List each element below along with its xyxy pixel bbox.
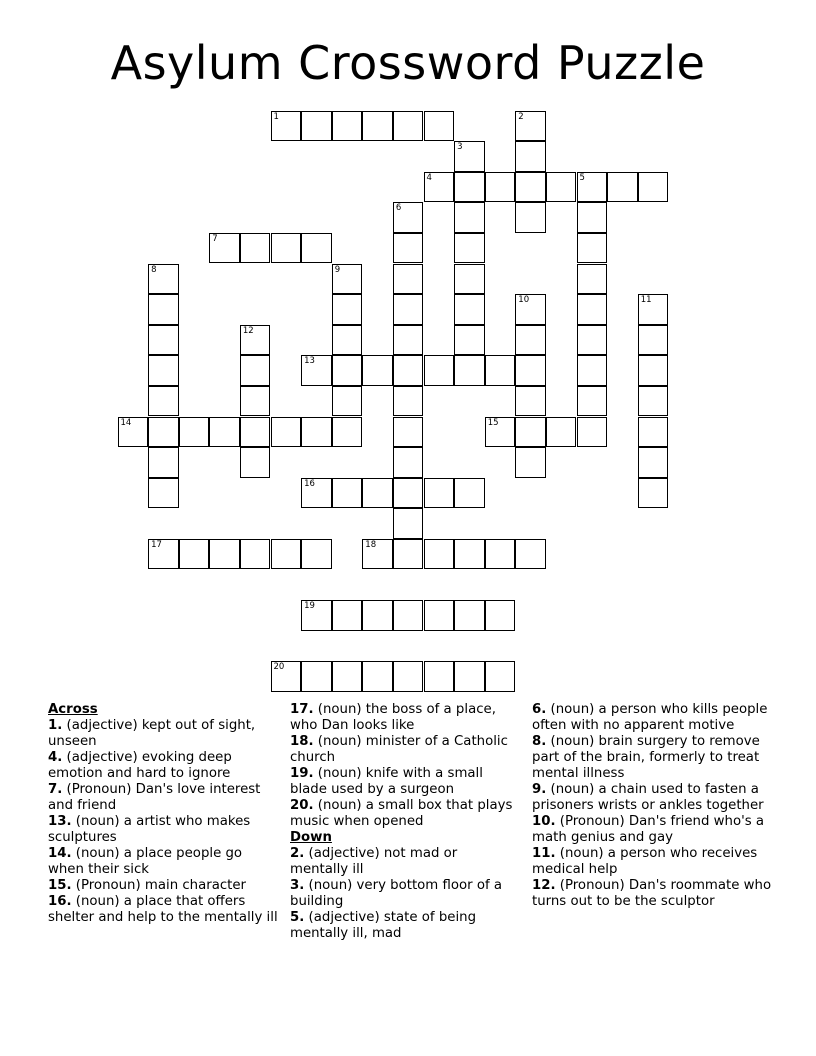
down-clue-list-continued [532, 702, 772, 910]
clue-item [532, 782, 772, 814]
clue-number-label: 1. [48, 718, 63, 733]
clue-item [290, 734, 518, 766]
grid-cell[interactable] [393, 661, 424, 692]
clue-number: 5 [579, 172, 585, 183]
grid-cell[interactable] [515, 294, 546, 325]
clue-number-label: 6. [532, 702, 547, 717]
grid-cell[interactable] [301, 600, 332, 631]
grid-cell[interactable] [515, 141, 546, 172]
clue-text: (noun) a artist who makes sculptures [48, 814, 251, 845]
clue-text: (noun) very bottom floor of a building [290, 878, 503, 909]
grid-cell[interactable] [515, 172, 546, 203]
clue-text: (adjective) kept out of sight, unseen [48, 718, 256, 749]
grid-cell[interactable] [577, 294, 608, 325]
clue-item [290, 846, 518, 878]
clue-number: 13 [304, 356, 315, 367]
clue-number: 7 [212, 233, 218, 244]
grid-cell[interactable] [577, 386, 608, 417]
clue-number-label: 16. [48, 894, 72, 909]
grid-cell[interactable] [638, 417, 669, 448]
grid-cell[interactable] [240, 233, 271, 264]
clue-text: (Pronoun) Dan's love interest and friend [48, 782, 261, 813]
grid-cell[interactable] [301, 661, 332, 692]
grid-cell[interactable] [148, 386, 179, 417]
clue-item [290, 766, 518, 798]
clue-text: (noun) minister of a Catholic church [290, 734, 508, 765]
clue-text: (adjective) evoking deep emotion and hard to ignore [48, 750, 232, 781]
clue-number-label: 15. [48, 878, 72, 893]
grid-cell[interactable] [485, 661, 516, 692]
grid-cell[interactable] [393, 447, 424, 478]
grid-cell[interactable] [118, 417, 149, 448]
grid-cell[interactable] [332, 325, 363, 356]
grid-cell[interactable] [546, 172, 577, 203]
grid-cell[interactable] [454, 600, 485, 631]
grid-cell[interactable] [301, 417, 332, 448]
clue-text: (noun) a small box that plays music when opened [290, 798, 513, 829]
clue-number: 15 [487, 417, 499, 428]
grid-cell[interactable] [485, 355, 516, 386]
grid-cell[interactable] [485, 417, 516, 448]
clue-text: (noun) a chain used to fasten a prisoners wrists or ankles together [532, 782, 764, 813]
clue-column-1 [48, 702, 280, 926]
grid-cell[interactable] [577, 417, 608, 448]
grid-cell[interactable] [393, 508, 424, 539]
clue-item [48, 750, 280, 782]
grid-cell[interactable] [515, 417, 546, 448]
clue-item [532, 734, 772, 782]
grid-cell[interactable] [515, 447, 546, 478]
grid-cell[interactable] [209, 233, 240, 264]
grid-cell[interactable] [454, 478, 485, 509]
grid-cell[interactable] [332, 294, 363, 325]
clue-number-label: 5. [290, 910, 305, 925]
clue-number-label: 17. [290, 702, 314, 717]
clue-text: (noun) the boss of a place, who Dan looks like [290, 702, 496, 733]
grid-cell[interactable] [515, 111, 546, 142]
clue-number: 1 [273, 111, 279, 122]
clue-number-label: 18. [290, 734, 314, 749]
clue-text: (noun) knife with a small blade used by a surgeon [290, 766, 483, 797]
grid-cell[interactable] [515, 325, 546, 356]
grid-cell[interactable] [393, 539, 424, 570]
grid-cell[interactable] [454, 202, 485, 233]
grid-cell[interactable] [638, 478, 669, 509]
clue-number: 3 [457, 142, 463, 153]
clue-number: 11 [640, 295, 652, 306]
clue-text: (adjective) state of being mentally ill, mad [290, 910, 477, 941]
grid-cell[interactable] [362, 661, 393, 692]
clue-text: (noun) brain surgery to remove part of the brain, formerly to treat mental illness [532, 734, 760, 781]
grid-cell[interactable] [424, 172, 455, 203]
grid-cell[interactable] [424, 478, 455, 509]
grid-cell[interactable] [638, 172, 669, 203]
grid-cell[interactable] [454, 233, 485, 264]
grid-cell[interactable] [638, 386, 669, 417]
clue-text: (adjective) not mad or mentally ill [290, 846, 458, 877]
grid-cell[interactable] [454, 264, 485, 295]
grid-cell[interactable] [271, 661, 302, 692]
grid-cell[interactable] [424, 661, 455, 692]
grid-cell[interactable] [577, 325, 608, 356]
clue-number-label: 7. [48, 782, 63, 797]
grid-cell[interactable] [332, 264, 363, 295]
clue-number-label: 2. [290, 846, 305, 861]
grid-cell[interactable] [577, 233, 608, 264]
grid-cell[interactable] [485, 172, 516, 203]
grid-cell[interactable] [485, 600, 516, 631]
grid-cell[interactable] [454, 325, 485, 356]
clue-item [290, 910, 518, 942]
grid-cell[interactable] [332, 417, 363, 448]
clue-number: 14 [120, 417, 132, 428]
grid-cell[interactable] [638, 447, 669, 478]
clue-number: 4 [426, 172, 432, 183]
grid-cell[interactable] [454, 172, 485, 203]
grid-cell[interactable] [332, 111, 363, 142]
grid-cell[interactable] [271, 539, 302, 570]
clue-number-label: 10. [532, 814, 556, 829]
page-title: Asylum Crossword Puzzle [110, 36, 706, 90]
grid-cell[interactable] [424, 600, 455, 631]
clue-number-label: 19. [290, 766, 314, 781]
clue-item [532, 702, 772, 734]
clue-number: 9 [334, 264, 341, 275]
grid-cell[interactable] [515, 202, 546, 233]
clue-number: 19 [304, 601, 315, 612]
grid-cell[interactable] [301, 539, 332, 570]
clue-number: 18 [365, 539, 377, 550]
grid-cell[interactable] [240, 355, 271, 386]
grid-cell[interactable] [454, 355, 485, 386]
across-clue-list [48, 718, 280, 926]
clue-number: 12 [242, 325, 254, 336]
grid-cell[interactable] [515, 355, 546, 386]
grid-cell[interactable] [638, 355, 669, 386]
grid-cell[interactable] [148, 447, 179, 478]
grid-cell[interactable] [240, 447, 271, 478]
grid-cell[interactable] [301, 233, 332, 264]
clue-number-label: 13. [48, 814, 72, 829]
clue-number-label: 3. [290, 878, 305, 893]
grid-cell[interactable] [577, 202, 608, 233]
grid-cell[interactable] [179, 417, 210, 448]
clue-text: (noun) a person who kills people often with no apparent motive [532, 702, 768, 733]
down-heading: Down [290, 830, 332, 845]
clue-item [290, 798, 518, 830]
grid-cell[interactable] [148, 417, 179, 448]
grid-cell[interactable] [577, 172, 608, 203]
clue-number-label: 9. [532, 782, 547, 797]
grid-cell[interactable] [148, 478, 179, 509]
grid-cell[interactable] [240, 325, 271, 356]
clue-item [290, 878, 518, 910]
clue-item [290, 702, 518, 734]
across-clue-list-continued [290, 702, 518, 830]
grid-cell[interactable] [240, 386, 271, 417]
clue-number: 2 [518, 111, 524, 122]
clue-text: (noun) a place people go when their sick [48, 846, 243, 877]
clue-text: (noun) a place that offers shelter and help to the mentally ill [48, 894, 278, 925]
grid-cell[interactable] [424, 111, 455, 142]
grid-cell[interactable] [393, 233, 424, 264]
clue-column-2 [290, 702, 518, 942]
clue-number: 20 [273, 662, 285, 673]
clue-item [532, 878, 772, 910]
grid-cell[interactable] [271, 417, 302, 448]
grid-cell[interactable] [271, 233, 302, 264]
grid-cell[interactable] [393, 600, 424, 631]
grid-cell[interactable] [424, 355, 455, 386]
clue-column-3 [532, 702, 772, 910]
grid-cell[interactable] [515, 386, 546, 417]
grid-cell[interactable] [607, 172, 638, 203]
grid-cell[interactable] [393, 478, 424, 509]
clue-number: 6 [395, 203, 402, 214]
grid-cell[interactable] [393, 264, 424, 295]
grid-cell[interactable] [332, 661, 363, 692]
clue-item [48, 846, 280, 878]
grid-cell[interactable] [577, 264, 608, 295]
clue-item [48, 718, 280, 750]
grid-cell[interactable] [301, 478, 332, 509]
grid-cell[interactable] [454, 294, 485, 325]
grid-cell[interactable] [393, 294, 424, 325]
clue-number-label: 8. [532, 734, 547, 749]
clue-number-label: 20. [290, 798, 314, 813]
grid-cell[interactable] [454, 539, 485, 570]
grid-cell[interactable] [454, 661, 485, 692]
grid-cell[interactable] [393, 325, 424, 356]
clue-text: (Pronoun) Dan's roommate who turns out to be the sculptor [532, 878, 772, 909]
clue-item [532, 846, 772, 878]
clue-number-label: 11. [532, 846, 556, 861]
grid-cell[interactable] [393, 417, 424, 448]
clue-number-label: 14. [48, 846, 72, 861]
grid-cell[interactable] [332, 355, 363, 386]
grid-cell[interactable] [148, 325, 179, 356]
clue-text: (Pronoun) main character [71, 878, 247, 893]
clue-number-label: 4. [48, 750, 63, 765]
clue-number: 16 [304, 478, 315, 489]
grid-cell[interactable] [209, 539, 240, 570]
grid-cell[interactable] [271, 111, 302, 142]
grid-cell[interactable] [332, 600, 363, 631]
down-clue-list [290, 846, 518, 942]
grid-cell[interactable] [362, 600, 393, 631]
grid-cell[interactable] [179, 539, 210, 570]
clue-number: 17 [151, 539, 162, 550]
grid-cell[interactable] [393, 355, 424, 386]
grid-cell[interactable] [393, 386, 424, 417]
grid-cell[interactable] [638, 294, 669, 325]
grid-cell[interactable] [485, 539, 516, 570]
clue-number: 8 [151, 264, 157, 275]
grid-cell[interactable] [362, 478, 393, 509]
grid-cell[interactable] [301, 111, 332, 142]
grid-cell[interactable] [301, 355, 332, 386]
grid-cell[interactable] [148, 264, 179, 295]
grid-cell[interactable] [515, 539, 546, 570]
clue-text: (noun) a person who receives medical help [532, 846, 758, 877]
grid-cell[interactable] [148, 294, 179, 325]
clue-text: (Pronoun) Dan's friend who's a math genius and gay [532, 814, 765, 845]
grid-cell[interactable] [240, 417, 271, 448]
grid-cell[interactable] [393, 111, 424, 142]
grid-cell[interactable] [148, 355, 179, 386]
grid-cell[interactable] [454, 141, 485, 172]
grid-cell[interactable] [362, 355, 393, 386]
clue-item [48, 878, 280, 894]
grid-cell[interactable] [362, 539, 393, 570]
grid-cell[interactable] [362, 111, 393, 142]
grid-cell[interactable] [424, 539, 455, 570]
grid-cell[interactable] [209, 417, 240, 448]
clue-item [532, 814, 772, 846]
grid-cell[interactable] [638, 325, 669, 356]
grid-cell[interactable] [393, 202, 424, 233]
grid-cell[interactable] [577, 355, 608, 386]
grid-cell[interactable] [332, 386, 363, 417]
clue-number-label: 12. [532, 878, 556, 893]
clue-item [48, 782, 280, 814]
grid-cell[interactable] [332, 478, 363, 509]
grid-cell[interactable] [240, 539, 271, 570]
grid-cell[interactable] [148, 539, 179, 570]
grid-cell[interactable] [546, 417, 577, 448]
clue-item [48, 814, 280, 846]
clue-item [48, 894, 280, 926]
clue-number: 10 [518, 295, 530, 306]
across-heading: Across [48, 702, 98, 717]
